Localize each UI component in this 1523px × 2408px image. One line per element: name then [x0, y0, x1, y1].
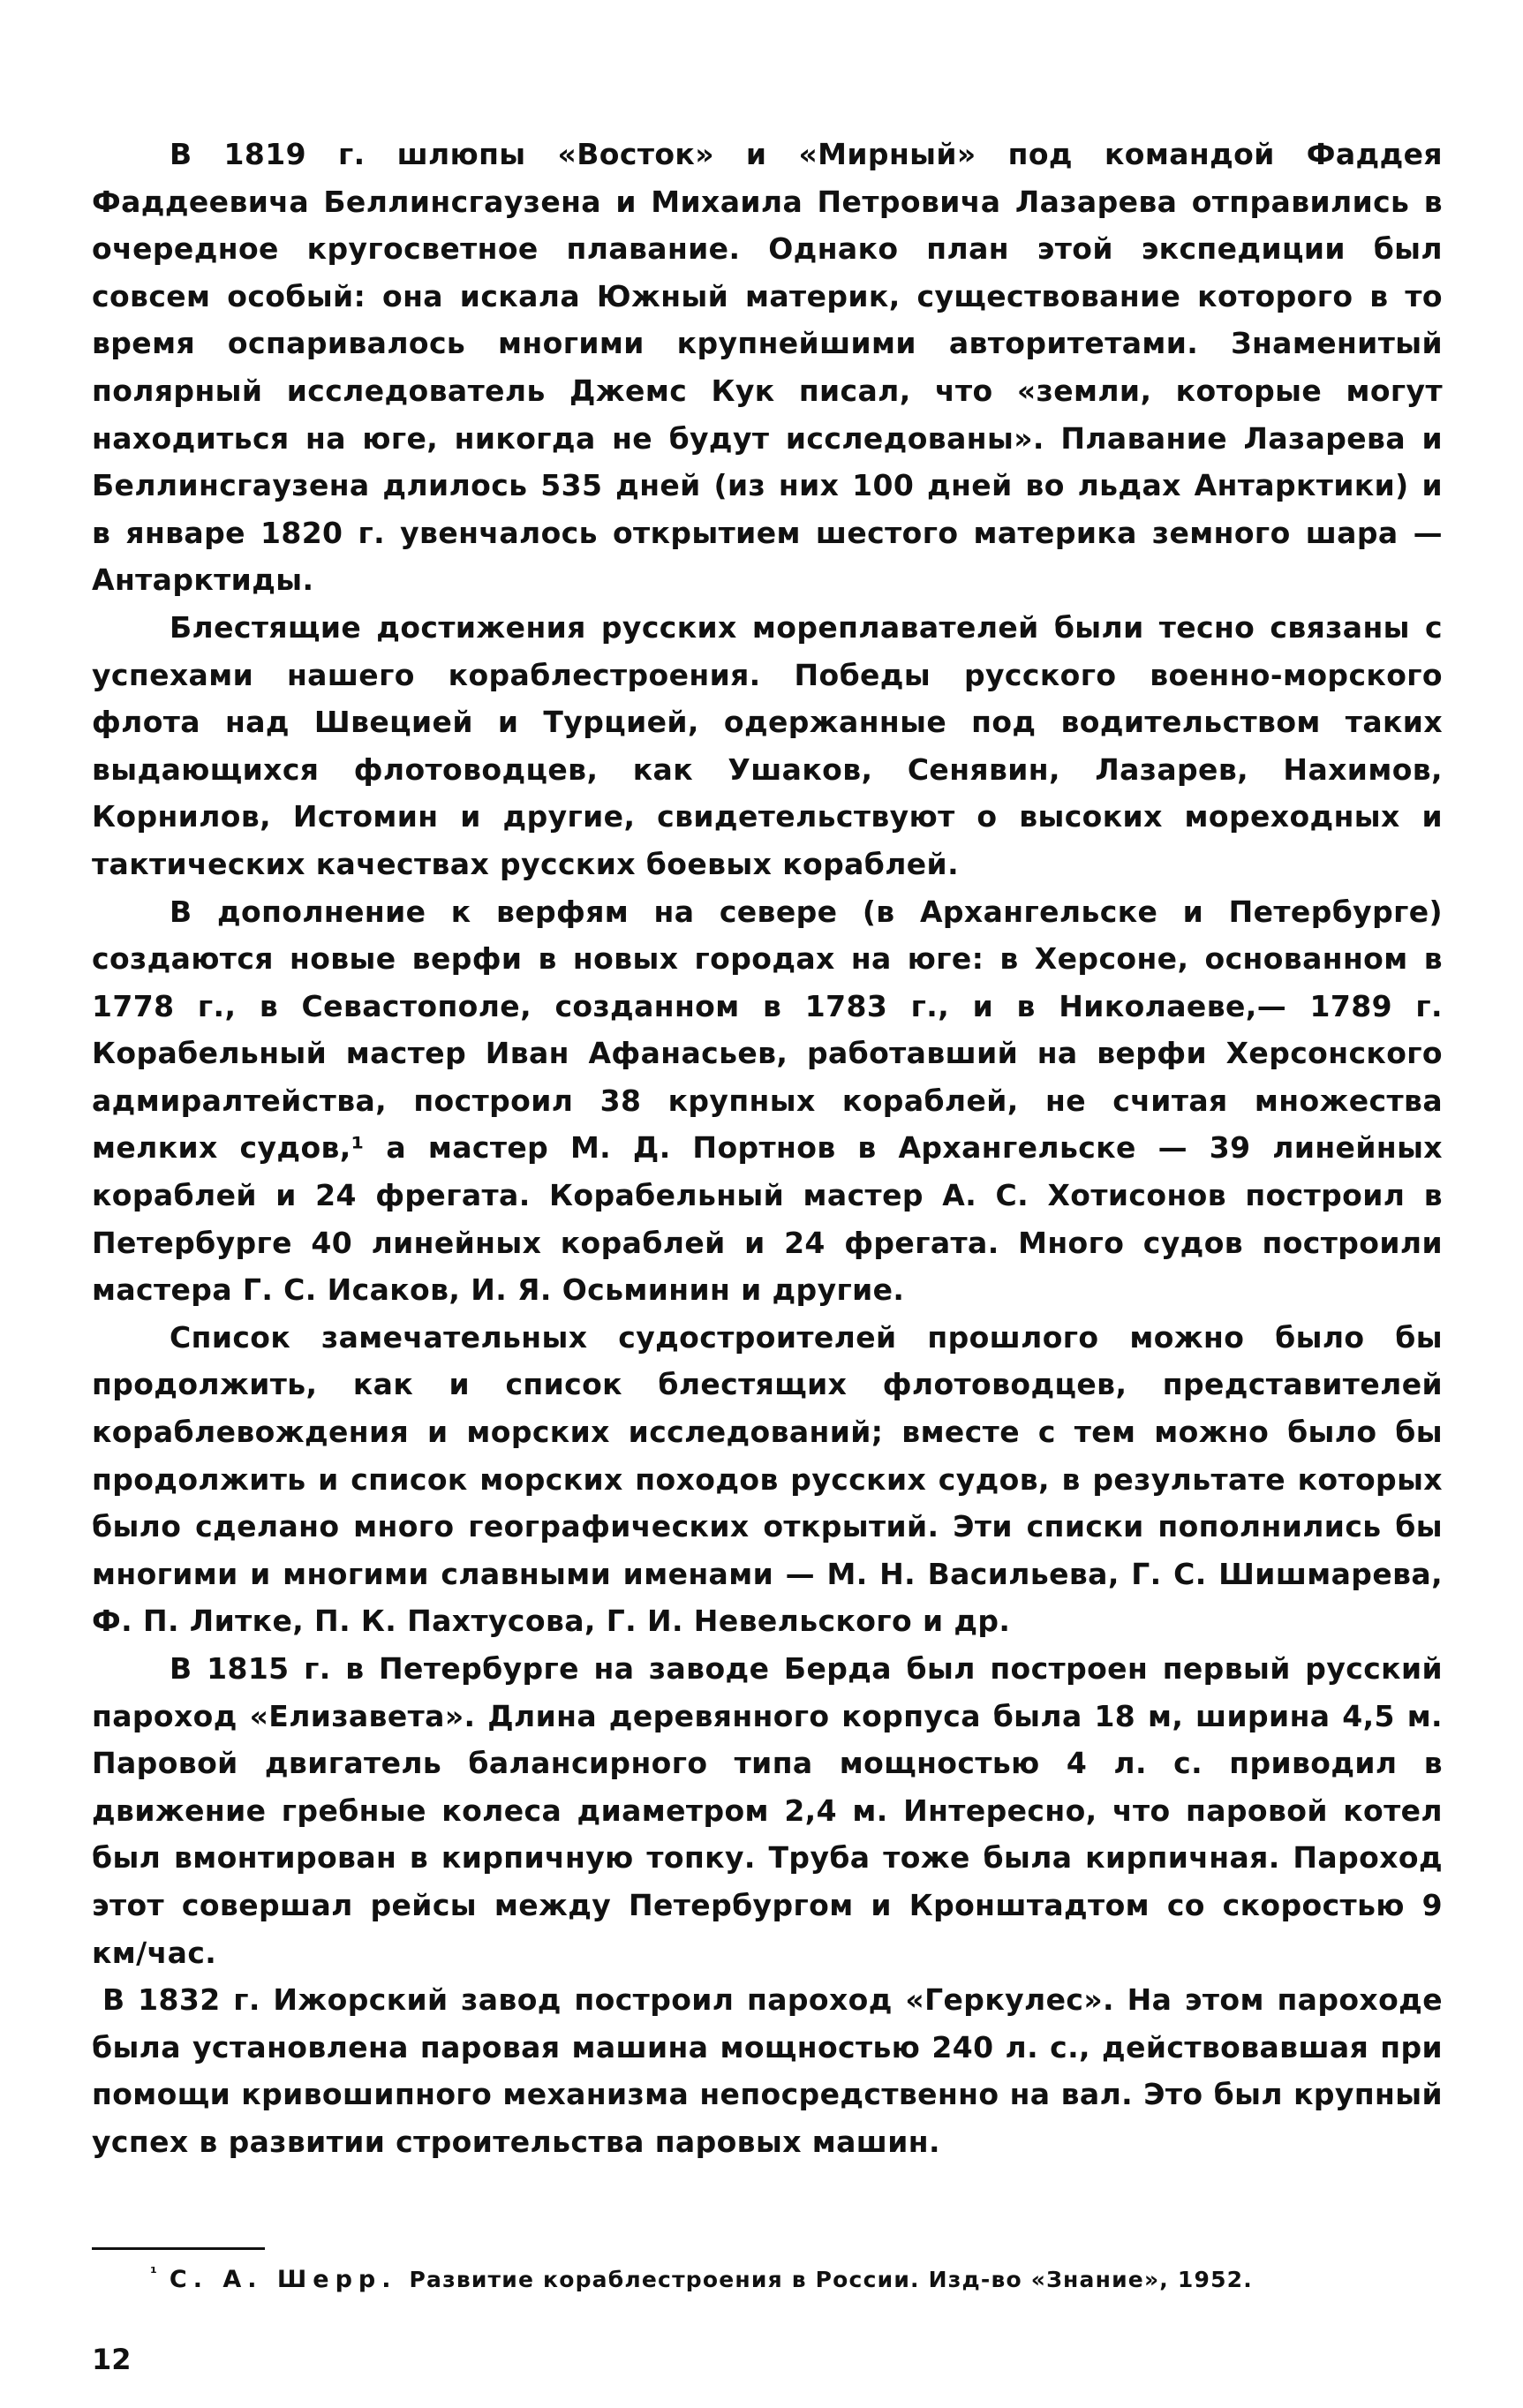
paragraph-bellingshausen-expedition: В 1819 г. шлюпы «Восток» и «Мирный» под командой Фаддея Фаддеевича Беллинсгаузена и Михаила Петровича Лазарева отправились в очередное кругосветное плавание. Однако план этой экспедиции был совсем особый: она искала Южный материк, существование которого в то время оспаривалось многими крупнейшими авторитетами. Знаменитый полярный исследователь Джемс Кук писал, что «земли, которые могут находиться на юге, никогда не будут исследованы». Плавание Лазарева и Беллинсгаузена длилось 535 дней (из них 100 дней во льдах Антарктики) и в январе 1820 г. увенчалось открытием шестого материка земного шара — Антарктиды.: [92, 137, 1443, 598]
paragraph-southern-shipyards: В дополнение к верфям на севере (в Архангельске и Петербурге) создаются новые верфи в новых городах на юге: в Херсоне, основанном в 1778 г., в Севастополе, созданном в 1783 г., и в Николаеве,— 1789 г. Корабельный мастер Иван Афанасьев, работавший на верфи Херсонского адмиралтейства, построил 38 крупных кораблей, не считая множества мелких судов,¹ а мастер М. Д. Портнов в Архангельске — 39 линейных кораблей и 24 фрегата. Корабельный мастер А. С. Хотисонов построил в Петербурге 40 линейных кораблей и 24 фрегата. Много судов построили мастера Г. С. Исаков, И. Я. Осьминин и другие.: [92, 894, 1443, 1308]
footnote-divider: [92, 2247, 265, 2250]
paragraph-shipbuilders-list: Список замечательных судостроителей прошлого можно было бы продолжить, как и список блестящих флотоводцев, представителей кораблевождения и морских исследований; вместе с тем можно было бы продолжить и список морских походов русских судов, в результате которых было сделано много географических открытий. Эти списки пополнились бы многими и многими славными именами — М. Н. Васильева, Г. С. Шишмарева, Ф. П. Литке, П. К. Пахтусова, Г. И. Невельского и др.: [92, 1319, 1443, 1639]
footnote-author: С. А. Шерр.: [169, 2266, 397, 2293]
footnote-marker: ¹: [150, 2264, 157, 2283]
paragraph-steamship-elizaveta: В 1815 г. в Петербурге на заводе Берда был построен первый русский пароход «Елизавета». Длина деревянного корпуса была 18 м, ширина 4,5 м. Паровой двигатель балансирного типа мощностью 4 л. с. приводил в движение гребные колеса диаметром 2,4 м. Интересно, что паровой котел был вмонтирован в кирпичную топку. Труба тоже была кирпичная. Пароход этот совершал рейсы между Петербургом и Кронштадтом со скоростью 9 км/час.: [92, 1651, 1443, 1970]
main-text: [92, 131, 1443, 2166]
page-number: 12: [92, 2343, 132, 2376]
paragraph-steamship-gerkules: В 1832 г. Ижорский завод построил пароход «Геркулес». На этом пароходе была установлена паровая машина мощностью 240 л. с., действовавшая при помощи кривошипного механизма непосредственно на вал. Это был крупный успех в развитии строительства паровых машин.: [92, 1982, 1443, 2159]
footnote-title: Развитие кораблестроения в России. Изд-во «Знание», 1952.: [409, 2267, 1253, 2292]
paragraph-shipbuilding-successes: Блестящие достижения русских мореплавателей были тесно связаны с успехами нашего кораблестроения. Победы русского военно-морского флота над Швецией и Турцией, одержанные под водительством таких выдающихся флотоводцев, как Ушаков, Сенявин, Лазарев, Нахимов, Корнилов, Истомин и другие, свидетельствуют о высоких мореходных и тактических качествах русских боевых кораблей.: [92, 609, 1443, 881]
footnote: [150, 2262, 1413, 2298]
